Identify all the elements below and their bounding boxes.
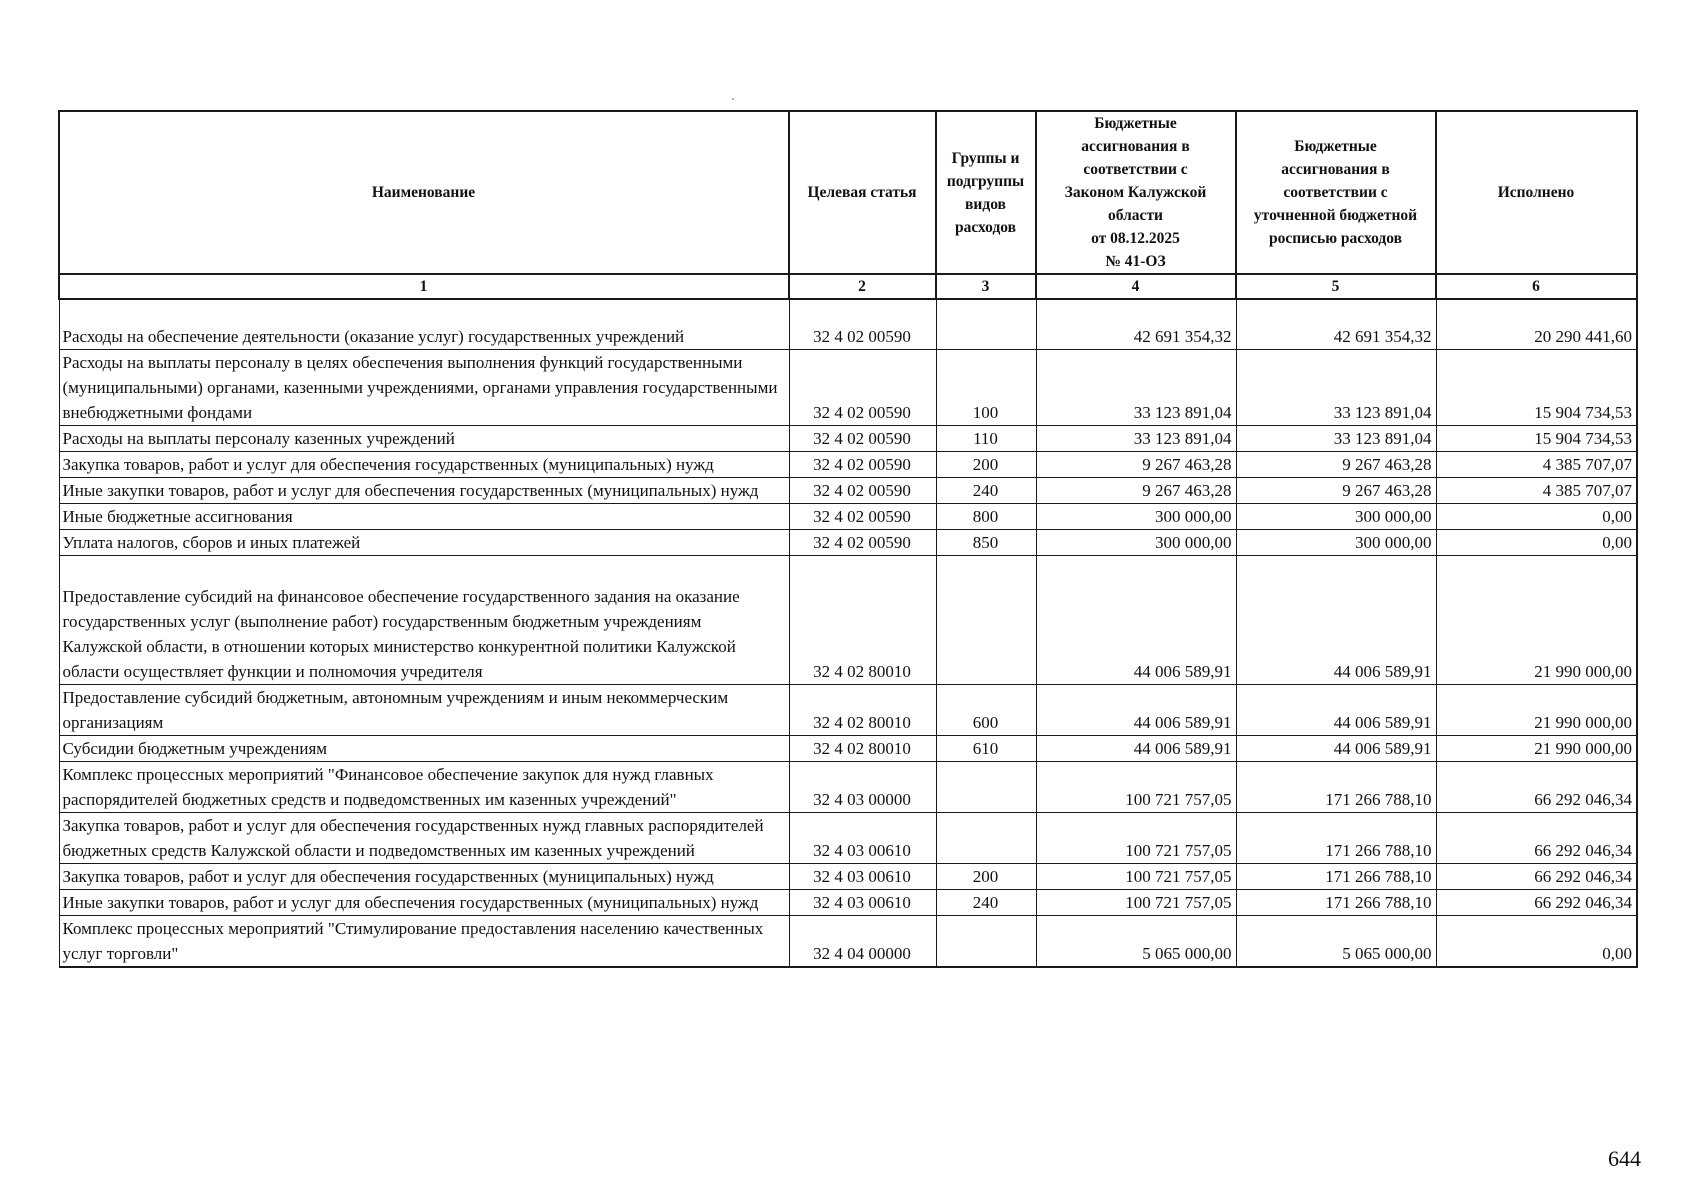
row-expense-group: 200 bbox=[936, 864, 1036, 890]
row-target-code: 32 4 02 80010 bbox=[789, 556, 936, 685]
row-target-code: 32 4 03 00000 bbox=[789, 762, 936, 813]
row-name: Закупка товаров, работ и услуг для обеспечения государственных (муниципальных) нужд bbox=[59, 452, 789, 478]
row-executed-amount: 0,00 bbox=[1436, 530, 1637, 556]
row-name: Расходы на выплаты персоналу казенных учреждений bbox=[59, 426, 789, 452]
row-executed-amount: 21 990 000,00 bbox=[1436, 556, 1637, 685]
column-number-row bbox=[59, 274, 1637, 299]
table-row bbox=[59, 556, 1637, 685]
column-number: 6 bbox=[1436, 274, 1637, 299]
header-refined-line: росписью расходов bbox=[1269, 230, 1402, 247]
row-refined-amount: 42 691 354,32 bbox=[1236, 299, 1436, 350]
row-name: Субсидии бюджетным учреждениям bbox=[59, 736, 789, 762]
row-executed-amount: 4 385 707,07 bbox=[1436, 478, 1637, 504]
header-name: Наименование bbox=[59, 111, 789, 274]
header-law-line: Законом Калужской bbox=[1064, 184, 1207, 201]
row-name: Уплата налогов, сборов и иных платежей bbox=[59, 530, 789, 556]
row-law-amount: 9 267 463,28 bbox=[1036, 452, 1236, 478]
row-name: Комплекс процессных мероприятий "Финансовое обеспечение закупок для нужд главных распорядителей бюджетных средств и подведомственных им казенных учреждений" bbox=[59, 762, 789, 813]
row-executed-amount: 21 990 000,00 bbox=[1436, 736, 1637, 762]
row-expense-group bbox=[936, 813, 1036, 864]
header-refined-allocations bbox=[1236, 111, 1436, 274]
row-name: Предоставление субсидий на финансовое обеспечение государственного задания на оказание государственных услуг (выполнение работ) государственным бюджетным учреждениям Калужской области, в отношении которых министерство конкурентной политики Калужской области осуществляет функции и полномочия учредителя bbox=[59, 556, 789, 685]
row-law-amount: 9 267 463,28 bbox=[1036, 478, 1236, 504]
header-refined-line: ассигнования в bbox=[1281, 161, 1390, 178]
row-law-amount: 33 123 891,04 bbox=[1036, 426, 1236, 452]
column-number: 1 bbox=[59, 274, 789, 299]
row-target-code: 32 4 02 00590 bbox=[789, 530, 936, 556]
row-executed-amount: 0,00 bbox=[1436, 916, 1637, 968]
row-expense-group: 100 bbox=[936, 350, 1036, 426]
row-executed-amount: 66 292 046,34 bbox=[1436, 813, 1637, 864]
page-number: 644 bbox=[1608, 1146, 1641, 1171]
table-row bbox=[59, 813, 1637, 864]
row-law-amount: 300 000,00 bbox=[1036, 504, 1236, 530]
row-executed-amount: 66 292 046,34 bbox=[1436, 762, 1637, 813]
row-law-amount: 42 691 354,32 bbox=[1036, 299, 1236, 350]
row-executed-amount: 0,00 bbox=[1436, 504, 1637, 530]
row-target-code: 32 4 02 00590 bbox=[789, 478, 936, 504]
header-law-line: от 08.12.2025 bbox=[1091, 230, 1180, 247]
row-refined-amount: 33 123 891,04 bbox=[1236, 426, 1436, 452]
table-row bbox=[59, 916, 1637, 968]
row-refined-amount: 44 006 589,91 bbox=[1236, 685, 1436, 736]
row-refined-amount: 44 006 589,91 bbox=[1236, 556, 1436, 685]
row-refined-amount: 5 065 000,00 bbox=[1236, 916, 1436, 968]
row-expense-group: 850 bbox=[936, 530, 1036, 556]
row-name: Комплекс процессных мероприятий "Стимулирование предоставления населению качественных услуг торговли" bbox=[59, 916, 789, 968]
row-target-code: 32 4 03 00610 bbox=[789, 890, 936, 916]
row-executed-amount: 4 385 707,07 bbox=[1436, 452, 1637, 478]
row-target-code: 32 4 02 80010 bbox=[789, 736, 936, 762]
header-target-article: Целевая статья bbox=[789, 111, 936, 274]
row-law-amount: 300 000,00 bbox=[1036, 530, 1236, 556]
table-row bbox=[59, 350, 1637, 426]
header-refined-line: Бюджетные bbox=[1294, 138, 1377, 155]
header-row bbox=[59, 111, 1637, 274]
table-row bbox=[59, 530, 1637, 556]
row-target-code: 32 4 02 00590 bbox=[789, 350, 936, 426]
row-target-code: 32 4 02 00590 bbox=[789, 504, 936, 530]
header-refined-line: уточненной бюджетной bbox=[1253, 207, 1418, 224]
row-expense-group: 240 bbox=[936, 890, 1036, 916]
row-refined-amount: 9 267 463,28 bbox=[1236, 452, 1436, 478]
row-executed-amount: 21 990 000,00 bbox=[1436, 685, 1637, 736]
column-number: 4 bbox=[1036, 274, 1236, 299]
row-refined-amount: 44 006 589,91 bbox=[1236, 736, 1436, 762]
row-expense-group bbox=[936, 556, 1036, 685]
row-name: Расходы на обеспечение деятельности (оказание услуг) государственных учреждений bbox=[59, 299, 789, 350]
row-expense-group: 800 bbox=[936, 504, 1036, 530]
column-number: 3 bbox=[936, 274, 1036, 299]
row-expense-group bbox=[936, 916, 1036, 968]
table-row bbox=[59, 478, 1637, 504]
table-row bbox=[59, 299, 1637, 350]
row-expense-group: 240 bbox=[936, 478, 1036, 504]
row-target-code: 32 4 02 00590 bbox=[789, 426, 936, 452]
row-name: Закупка товаров, работ и услуг для обеспечения государственных нужд главных распорядителей бюджетных средств Калужской области и подведомственных им казенных учреждений bbox=[59, 813, 789, 864]
row-name: Иные закупки товаров, работ и услуг для обеспечения государственных (муниципальных) нужд bbox=[59, 478, 789, 504]
column-number: 2 bbox=[789, 274, 936, 299]
row-executed-amount: 66 292 046,34 bbox=[1436, 864, 1637, 890]
table-row bbox=[59, 452, 1637, 478]
table-row bbox=[59, 426, 1637, 452]
row-target-code: 32 4 03 00610 bbox=[789, 864, 936, 890]
header-law-line: Бюджетные bbox=[1094, 115, 1177, 132]
row-law-amount: 33 123 891,04 bbox=[1036, 350, 1236, 426]
row-law-amount: 100 721 757,05 bbox=[1036, 890, 1236, 916]
row-law-amount: 100 721 757,05 bbox=[1036, 762, 1236, 813]
row-expense-group bbox=[936, 299, 1036, 350]
row-name: Закупка товаров, работ и услуг для обеспечения государственных (муниципальных) нужд bbox=[59, 864, 789, 890]
row-expense-group: 600 bbox=[936, 685, 1036, 736]
table-row bbox=[59, 864, 1637, 890]
row-executed-amount: 20 290 441,60 bbox=[1436, 299, 1637, 350]
row-executed-amount: 15 904 734,53 bbox=[1436, 350, 1637, 426]
row-target-code: 32 4 04 00000 bbox=[789, 916, 936, 968]
header-law-allocations bbox=[1036, 111, 1236, 274]
row-target-code: 32 4 03 00610 bbox=[789, 813, 936, 864]
row-refined-amount: 33 123 891,04 bbox=[1236, 350, 1436, 426]
budget-table bbox=[58, 110, 1638, 968]
row-refined-amount: 171 266 788,10 bbox=[1236, 864, 1436, 890]
row-target-code: 32 4 02 00590 bbox=[789, 299, 936, 350]
row-law-amount: 100 721 757,05 bbox=[1036, 864, 1236, 890]
row-refined-amount: 171 266 788,10 bbox=[1236, 762, 1436, 813]
column-number: 5 bbox=[1236, 274, 1436, 299]
row-name: Предоставление субсидий бюджетным, автономным учреждениям и иным некоммерческим организациям bbox=[59, 685, 789, 736]
scan-speck bbox=[732, 98, 734, 100]
table-row bbox=[59, 504, 1637, 530]
row-refined-amount: 171 266 788,10 bbox=[1236, 813, 1436, 864]
row-expense-group: 610 bbox=[936, 736, 1036, 762]
header-law-line: ассигнования в bbox=[1081, 138, 1190, 155]
row-name: Расходы на выплаты персоналу в целях обеспечения выполнения функций государственными (муниципальными) органами, казенными учреждениями, органами управления государственными внебюджетными фондами bbox=[59, 350, 789, 426]
row-law-amount: 44 006 589,91 bbox=[1036, 736, 1236, 762]
header-expense-groups: Группы и подгруппы видов расходов bbox=[936, 111, 1036, 274]
table-row bbox=[59, 762, 1637, 813]
row-law-amount: 5 065 000,00 bbox=[1036, 916, 1236, 968]
row-name: Иные бюджетные ассигнования bbox=[59, 504, 789, 530]
row-law-amount: 100 721 757,05 bbox=[1036, 813, 1236, 864]
row-target-code: 32 4 02 80010 bbox=[789, 685, 936, 736]
row-target-code: 32 4 02 00590 bbox=[789, 452, 936, 478]
row-expense-group: 200 bbox=[936, 452, 1036, 478]
row-name: Иные закупки товаров, работ и услуг для обеспечения государственных (муниципальных) нужд bbox=[59, 890, 789, 916]
row-law-amount: 44 006 589,91 bbox=[1036, 685, 1236, 736]
header-law-line: области bbox=[1108, 207, 1163, 224]
row-expense-group bbox=[936, 762, 1036, 813]
row-law-amount: 44 006 589,91 bbox=[1036, 556, 1236, 685]
row-executed-amount: 15 904 734,53 bbox=[1436, 426, 1637, 452]
row-expense-group: 110 bbox=[936, 426, 1036, 452]
row-refined-amount: 171 266 788,10 bbox=[1236, 890, 1436, 916]
row-refined-amount: 300 000,00 bbox=[1236, 530, 1436, 556]
header-refined-line: соответствии с bbox=[1283, 184, 1388, 201]
row-refined-amount: 300 000,00 bbox=[1236, 504, 1436, 530]
table-row bbox=[59, 685, 1637, 736]
table-row bbox=[59, 736, 1637, 762]
row-executed-amount: 66 292 046,34 bbox=[1436, 890, 1637, 916]
table-row bbox=[59, 890, 1637, 916]
header-law-line: № 41-ОЗ bbox=[1105, 253, 1166, 270]
row-refined-amount: 9 267 463,28 bbox=[1236, 478, 1436, 504]
header-law-line: соответствии с bbox=[1083, 161, 1188, 178]
header-executed: Исполнено bbox=[1436, 111, 1637, 274]
